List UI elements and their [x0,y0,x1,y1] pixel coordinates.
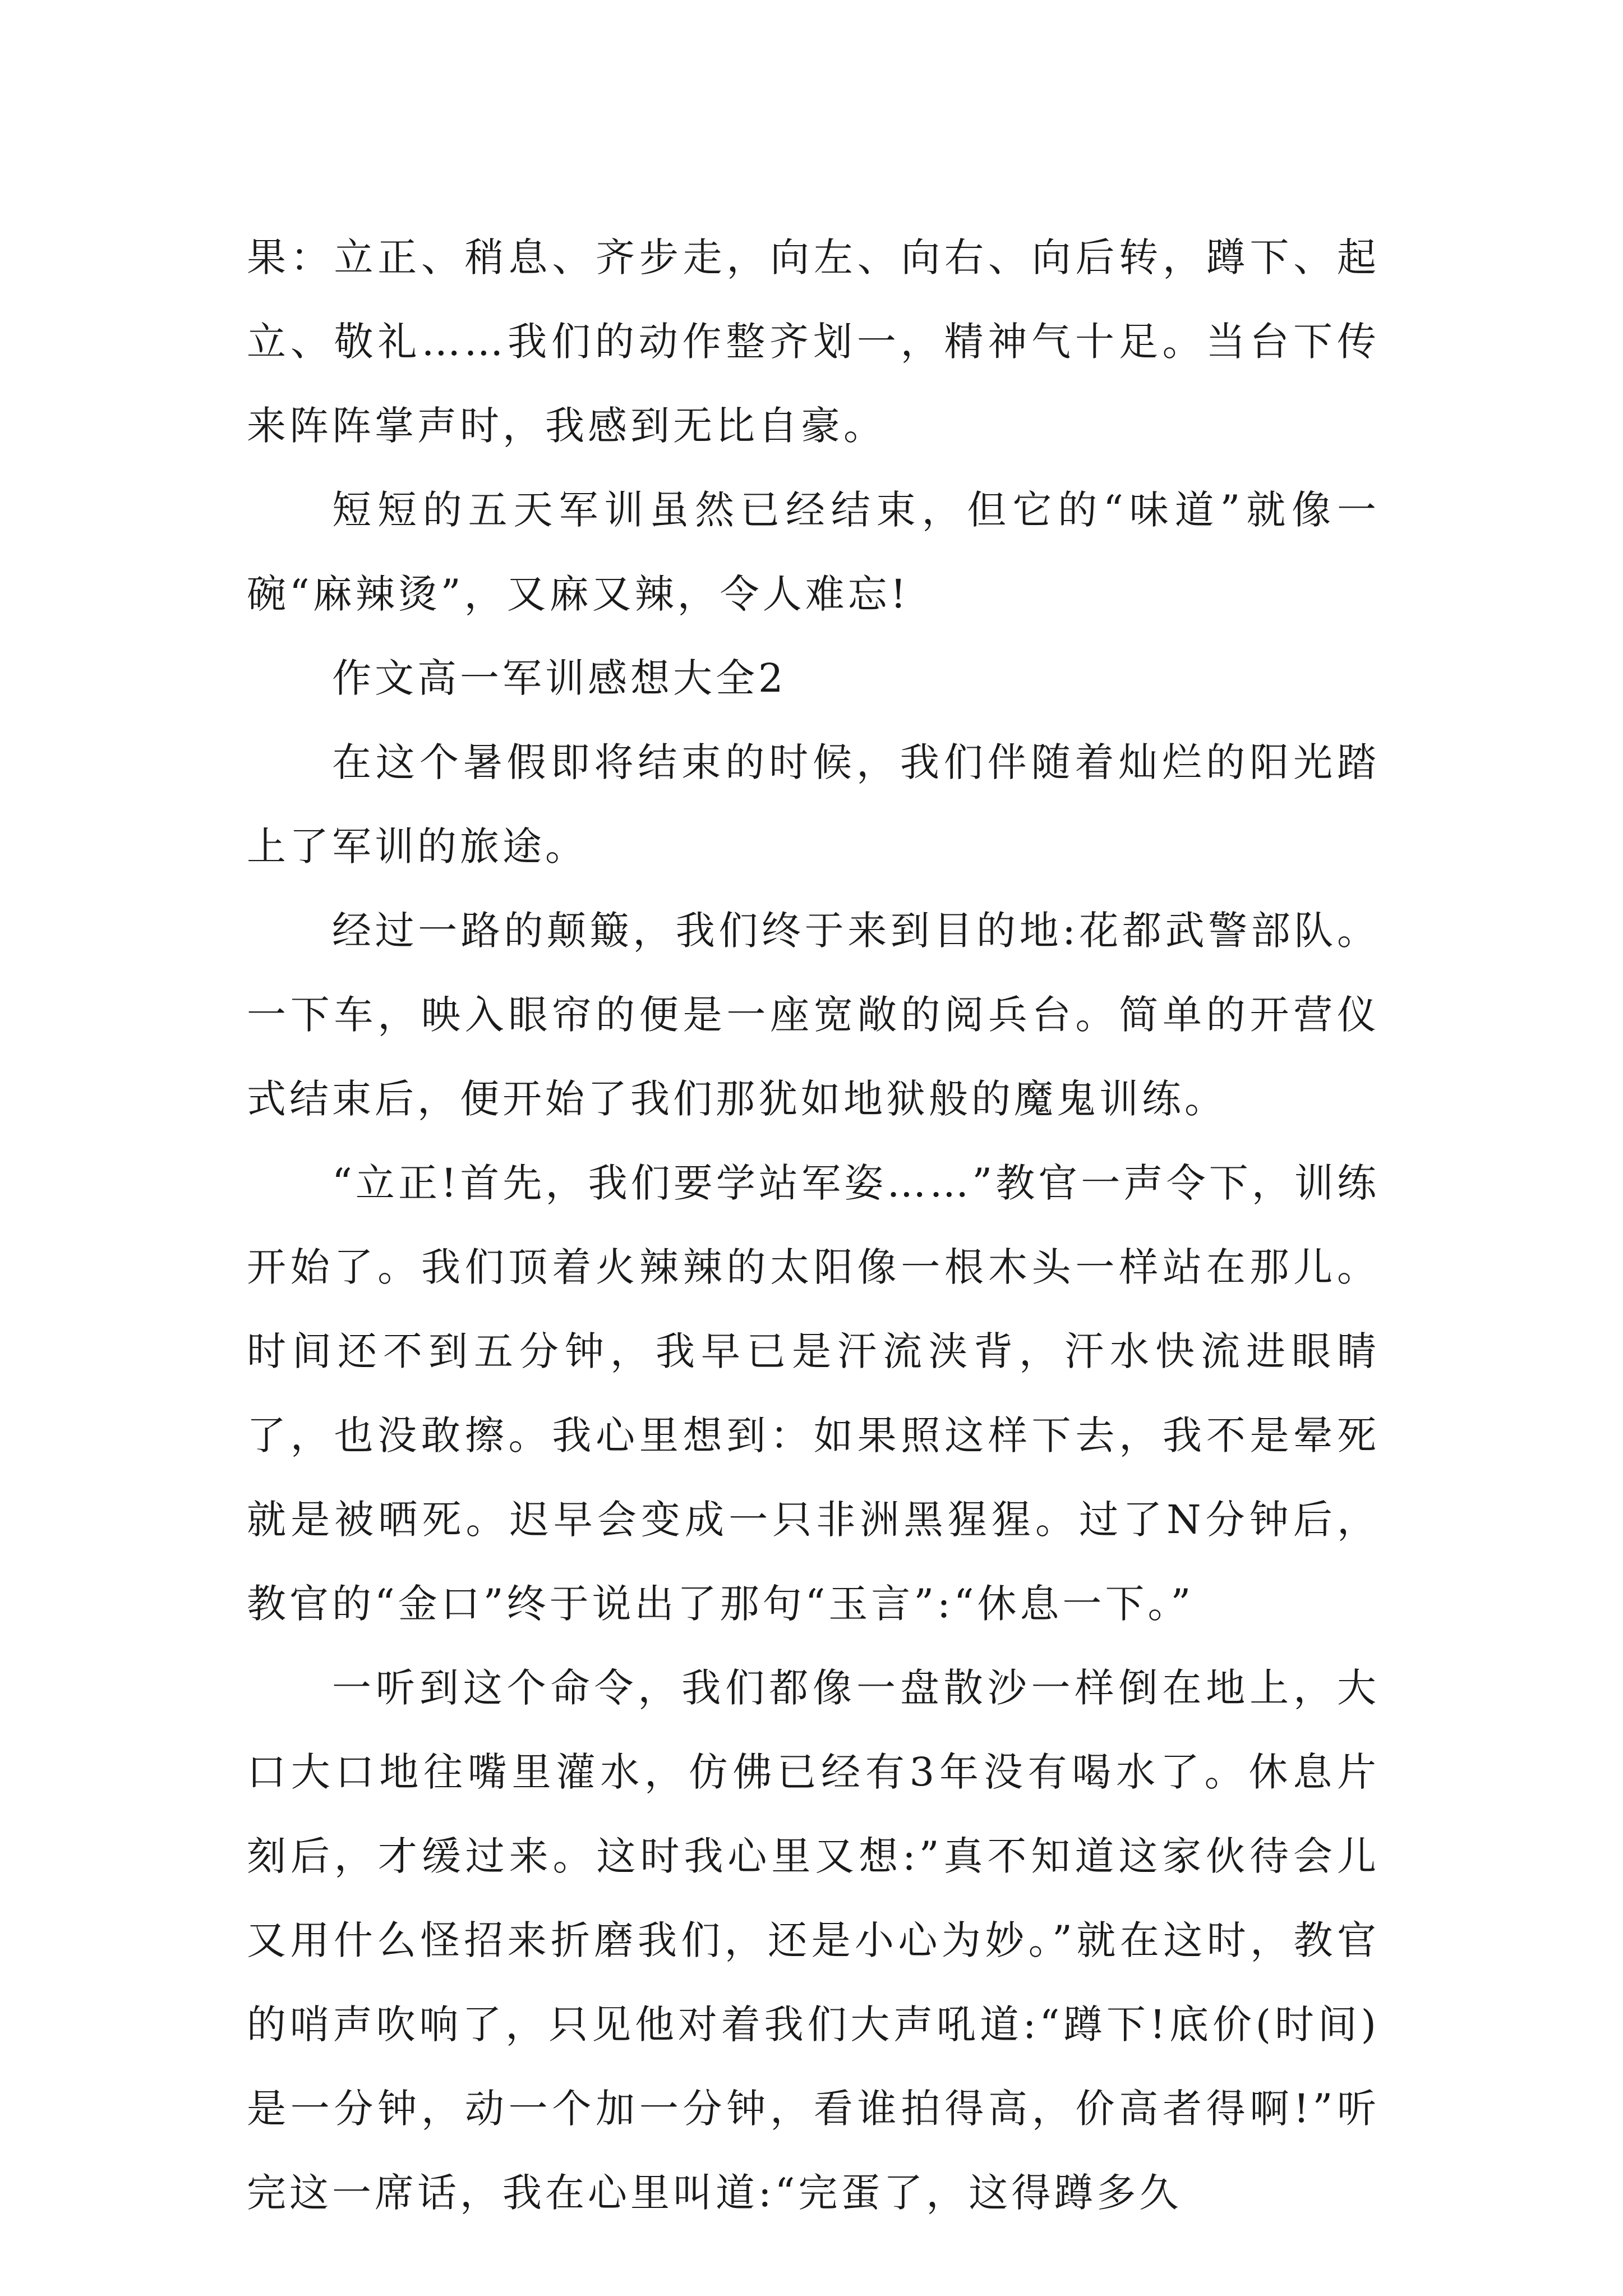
paragraph-2: 短短的五天军训虽然已经结束，但它的“味道”就像一碗“麻辣烫”，又麻又辣，令人难忘! [247,487,1380,617]
paragraph-6: 一听到这个命令，我们都像一盘散沙一样倒在地上，大口大口地往嘴里灌水，仿佛已经有3年没有喝水了。休息片刻后，才缓过来。这时我心里又想:”真不知道这家伙待会儿又用什么怪招来折磨我们，还是小心为妙。”就在这时，教官的哨声吹响了，只见他对着我们大声吼道:“蹲下!底价(时间)是一分钟，动一个加一分钟，看谁拍得高，价高者得啊!”听完这一席话，我在心里叫道:“完蛋了，这得蹲多久 [247,1665,1380,2216]
document-body [247,215,1380,2235]
paragraph-1: 果：立正、稍息、齐步走，向左、向右、向后转，蹲下、起立、敬礼……我们的动作整齐划一，精神气十足。当台下传来阵阵掌声时，我感到无比自豪。 [247,234,1380,449]
paragraph-5: “立正!首先，我们要学站军姿……”教官一声令下，训练开始了。我们顶着火辣辣的太阳像一根木头一样站在那儿。时间还不到五分钟，我早已是汗流浃背，汗水快流进眼睛了，也没敢擦。我心里想到：如果照这样下去，我不是晕死就是被晒死。迟早会变成一只非洲黑猩猩。过了N分钟后，教官的“金口”终于说出了那句“玉言”:“休息一下。” [247,1160,1380,1627]
section-heading: 作文高一军训感想大全2 [332,655,787,701]
paragraph-3: 在这个暑假即将结束的时候，我们伴随着灿烂的阳光踏上了军训的旅途。 [247,739,1380,869]
paragraph-4: 经过一路的颠簸，我们终于来到目的地:花都武警部队。一下车，映入眼帘的便是一座宽敞的阅兵台。简单的开营仪式结束后，便开始了我们那犹如地狱般的魔鬼训练。 [247,908,1380,1122]
